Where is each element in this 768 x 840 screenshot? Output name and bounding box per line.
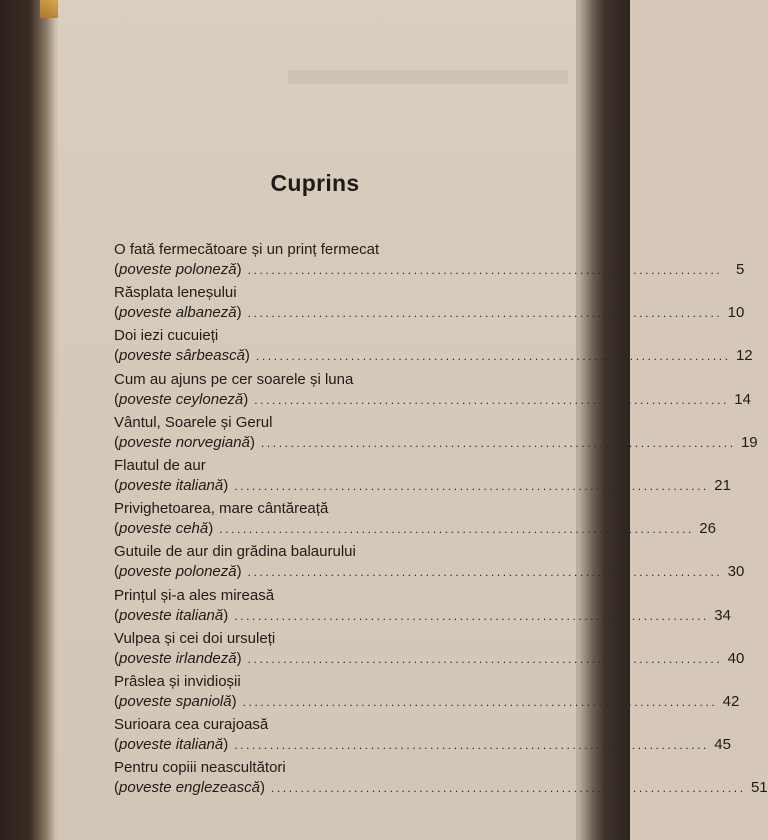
toc-entry-line: (poveste spaniolă) ................................................................................ 42 (114, 692, 740, 710)
toc-entry-page: 19 (740, 433, 758, 451)
toc-entry-origin: poveste sârbească (119, 347, 245, 365)
dot-leader: ................................................................................ (242, 694, 718, 709)
toc-entry (114, 715, 731, 758)
toc-entry-title: Prințul și-a ales mireasă (114, 586, 275, 604)
dot-leader: ................................................................................ (247, 263, 723, 277)
toc-entry-title: Privighetoarea, mare cântăreață (114, 500, 329, 518)
toc-entry-title: Flautul de aur (114, 456, 206, 474)
toc-entry (114, 672, 740, 715)
toc-entry-origin: poveste italiană (119, 606, 224, 624)
toc-entry-line: (poveste albaneză) ................................................................................ 10 (114, 304, 745, 322)
dot-leader: ................................................................................ (234, 608, 709, 623)
toc-entry-origin: poveste albaneză (119, 304, 237, 322)
toc-entry-line: (poveste italiană) ................................................................................ 34 (114, 606, 731, 624)
toc-entry-line: (poveste cehă) ................................................................................ 26 (114, 520, 716, 538)
dot-leader: ................................................................................ (255, 349, 731, 364)
dot-leader: ................................................................................ (254, 392, 729, 407)
toc-entry-title: Gutuile de aur din grădina balaurului (114, 543, 356, 561)
toc-entry-origin: poveste italiană (119, 476, 224, 494)
toc-entry-line: (poveste sârbească) ................................................................................ 12 (114, 347, 753, 365)
toc-entry-line: (poveste ceyloneză) ................................................................................ 14 (114, 390, 751, 408)
toc-entry-page: 21 (714, 476, 731, 494)
toc-entry-page: 42 (722, 692, 740, 710)
toc-entry-page: 30 (727, 563, 745, 581)
toc-entry (114, 283, 745, 326)
toc-entry-title: Răsplata leneșului (114, 284, 237, 302)
toc-entry-line: (poveste poloneză) ................................................................................ 30 (114, 563, 745, 581)
toc-entry-page: 40 (727, 649, 745, 667)
toc-entry-origin: poveste cehă (119, 520, 209, 538)
toc-entry-title: Vulpea și cei doi ursuleți (114, 629, 276, 647)
toc-entry (114, 629, 745, 672)
dot-leader: ................................................................................ (219, 522, 694, 537)
toc-entry-page: 45 (714, 736, 731, 754)
toc-entry-title: Surioara cea curajoasă (114, 716, 269, 734)
toc-entry-origin: poveste poloneză (119, 261, 237, 278)
toc-entry-line: (poveste norvegiană) ................................................................................ 19 (114, 433, 758, 451)
toc-entry-line: (poveste italiană) ................................................................................ 21 (114, 476, 731, 494)
toc-entry (114, 542, 745, 585)
toc-entry-line: (poveste irlandeză) ................................................................................ 40 (114, 649, 745, 667)
toc-entry (114, 456, 731, 499)
toc-entry-origin: poveste irlandeză (119, 649, 237, 667)
toc-entry (114, 758, 768, 801)
toc-entry-title: Vântul, Soarele și Gerul (114, 413, 273, 431)
toc-entry-origin: poveste spaniolă (119, 692, 232, 710)
toc-entry-page: 10 (727, 304, 745, 322)
dot-leader: ................................................................................ (247, 306, 723, 321)
toc-entry-origin: poveste englezească (119, 779, 260, 797)
dot-leader: ................................................................................ (234, 478, 709, 493)
toc-entry-page: 5 (735, 261, 745, 278)
toc-entry (114, 499, 716, 542)
toc-entry (114, 370, 751, 413)
toc-entry-title: O fată fermecătoare și un prinț fermecat (114, 241, 380, 258)
toc-entry-line: (poveste englezească) ................................................................................ 51 (114, 779, 768, 797)
toc-entry-page: 26 (699, 520, 716, 538)
bleed-through-text (288, 70, 568, 84)
toc-entry-origin: poveste ceyloneză (119, 390, 244, 408)
toc-entry-page: 14 (734, 390, 751, 408)
toc-entry-origin: poveste italiană (119, 736, 224, 754)
table-of-contents (114, 240, 768, 801)
toc-entry-title: Prâslea și invidioșii (114, 672, 241, 690)
toc-entry (114, 240, 745, 283)
dot-leader: ................................................................................ (247, 651, 723, 666)
dot-leader: ................................................................................ (234, 738, 709, 753)
dot-leader: ................................................................................ (270, 781, 746, 796)
toc-entry-title: Cum au ajuns pe cer soarele și luna (114, 370, 354, 388)
toc-entry-line: (poveste poloneză) ................................................................................ 5 (114, 261, 745, 278)
toc-entry-line: (poveste italiană) ................................................................................ 45 (114, 736, 731, 754)
dot-leader: ................................................................................ (247, 565, 723, 580)
toc-entry-title: Doi iezi cucuieți (114, 327, 219, 345)
page-title: Cuprins (270, 170, 360, 196)
toc-entry (114, 413, 758, 456)
toc-entry-page: 51 (750, 779, 768, 797)
toc-entry-page: 34 (714, 606, 731, 624)
toc-entry (114, 326, 753, 369)
dot-leader: ................................................................................ (260, 435, 736, 450)
toc-entry-origin: poveste poloneză (119, 563, 237, 581)
toc-entry (114, 586, 731, 629)
toc-entry-page: 12 (735, 347, 753, 365)
toc-entry-title: Pentru copiii neascultători (114, 759, 286, 777)
toc-entry-origin: poveste norvegiană (119, 433, 250, 451)
